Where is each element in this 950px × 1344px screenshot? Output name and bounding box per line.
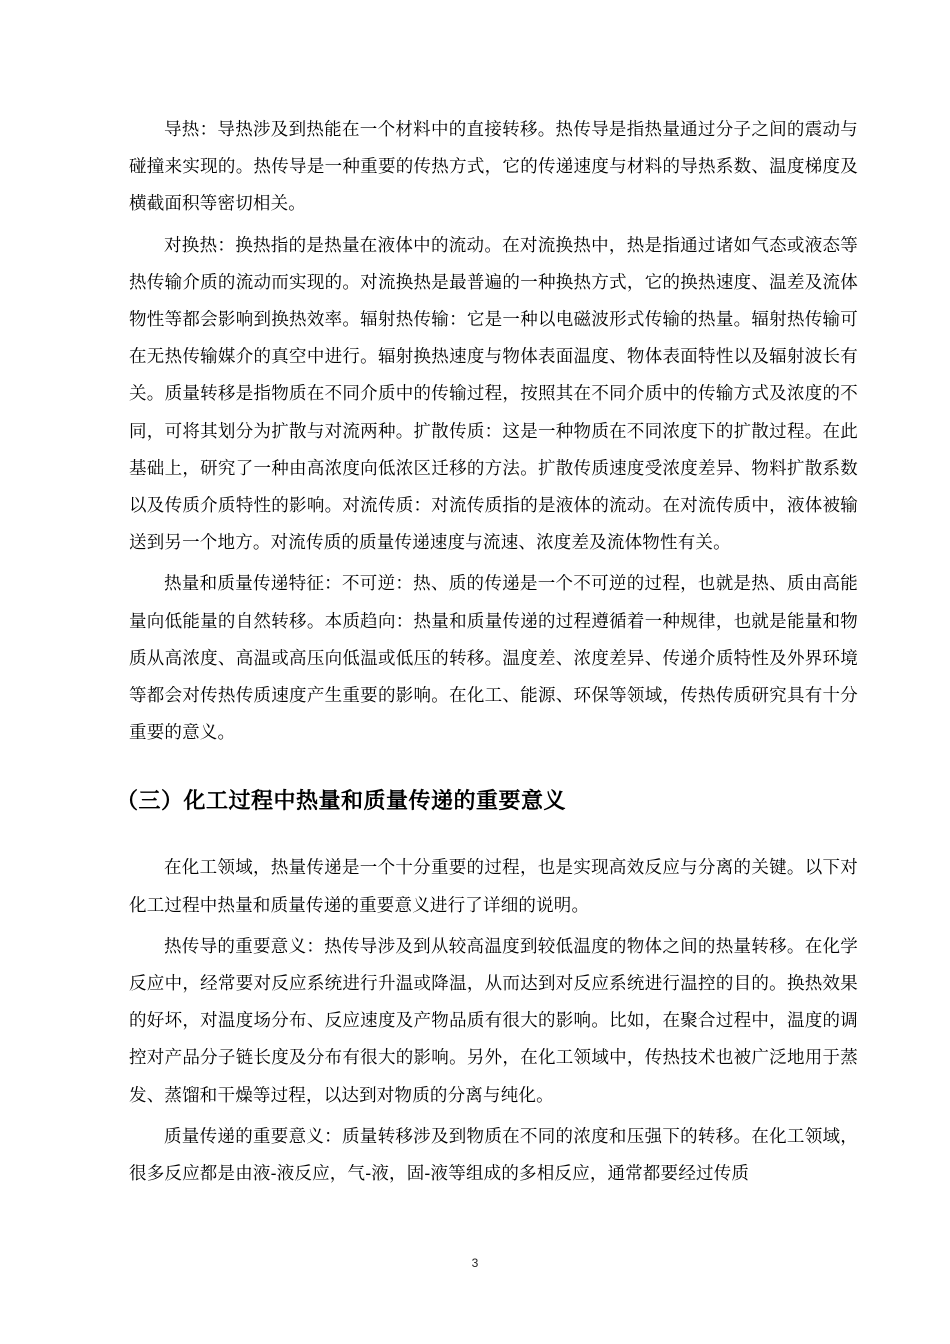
paragraph-heat-conduction: 导热：导热涉及到热能在一个材料中的直接转移。热传导是指热量通过分子之间的震动与碰撞来实现的。热传导是一种重要的传热方式，它的传递速度与材料的导热系数、温度梯度及横截面积等密切相关。 xyxy=(129,120,858,215)
paragraph-transfer-characteristics: 热量和质量传递特征：不可逆：热、质的传递是一个不可逆的过程，也就是热、质由高能量向低能量的自然转移。本质趋向：热量和质量传递的过程遵循着一种规律，也就是能量和物质从高浓度、高温或高压向低温或低压的转移。温度差、浓度差异、传递介质特性及外界环境等都会对传热传质速度产生重要的影响。在化工、能源、环保等领域，传热传质研究具有十分重要的意义。 xyxy=(129,574,858,744)
section-heading: （三）化工过程中热量和质量传递的重要意义 xyxy=(116,789,567,815)
paragraph-convection-radiation-mass-transfer: 对换热：换热指的是热量在液体中的流动。在对流换热中，热是指通过诸如气态或液态等热传输介质的流动而实现的。对流换热是最普遍的一种换热方式，它的换热速度、温差及流体物性等都会影响到换热效率。辐射热传输：它是一种以电磁波形式传输的热量。辐射热传输可在无热传输媒介的真空中进行。辐射换热速度与物体表面温度、物体表面特性以及辐射波长有关。质量转移是指物质在不同介质中的传输过程，按照其在不同介质中的传输方式及浓度的不同，可将其划分为扩散与对流两种。扩散传质：这是一种物质在不同浓度下的扩散过程。在此基础上，研究了一种由高浓度向低浓区迁移的方法。扩散传质速度受浓度差异、物料扩散系数以及传质介质特性的影响。对流传质：对流传质指的是液体的流动。在对流传质中，液体被输送到另一个地方。对流传质的质量传递速度与流速、浓度差及流体物性有关。 xyxy=(129,235,858,554)
paragraph-section-intro: 在化工领域，热量传递是一个十分重要的过程，也是实现高效反应与分离的关键。以下对化工过程中热量和质量传递的重要意义进行了详细的说明。 xyxy=(129,858,858,916)
paragraph-mass-transfer-significance: 质量传递的重要意义：质量转移涉及到物质在不同的浓度和压强下的转移。在化工领域，很多反应都是由液-液反应，气-液，固-液等组成的多相反应，通常都要经过传质 xyxy=(129,1126,858,1185)
paragraph-heat-conduction-significance: 热传导的重要意义：热传导涉及到从较高温度到较低温度的物体之间的热量转移。在化学反应中，经常要对反应系统进行升温或降温，从而达到对反应系统进行温控的目的。换热效果的好坏，对温度场分布、反应速度及产物品质有很大的影响。比如，在聚合过程中，温度的调控对产品分子链长度及分布有很大的影响。另外，在化工领域中，传热技术也被广泛地用于蒸发、蒸馏和干燥等过程，以达到对物质的分离与纯化。 xyxy=(129,936,858,1106)
page-body xyxy=(116,112,858,1197)
page-number: 3 xyxy=(471,1256,479,1270)
